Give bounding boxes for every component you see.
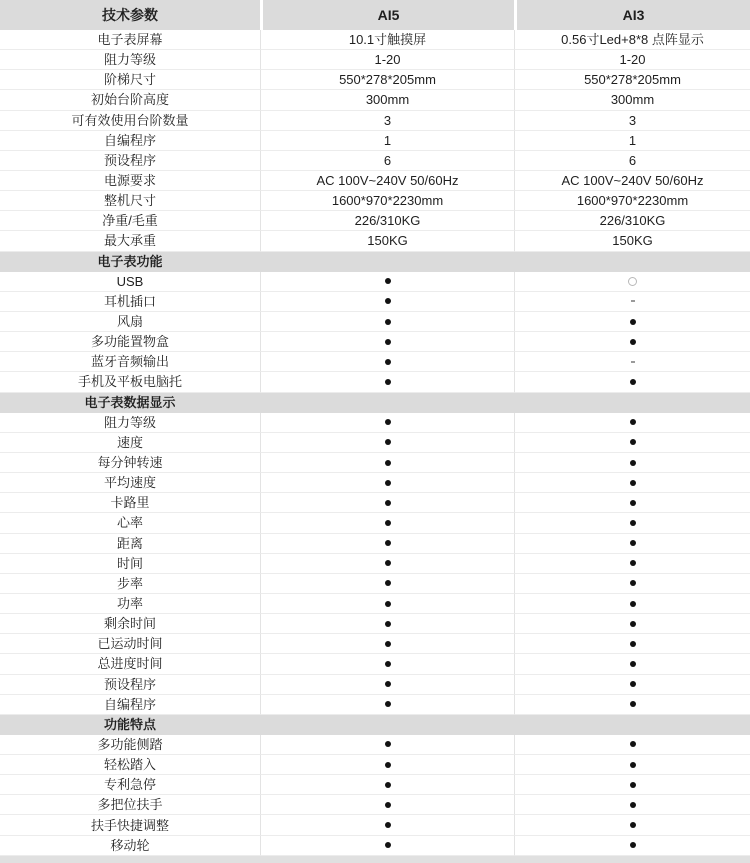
- column-header-ai5: AI5: [260, 0, 514, 30]
- row-label: 总进度时间: [0, 654, 260, 674]
- ai3-value-cell: [514, 695, 750, 715]
- row-label: 预设程序: [0, 151, 260, 171]
- filled-dot-icon: [630, 520, 636, 526]
- ai3-value-cell: [514, 332, 750, 352]
- filled-dot-icon: [385, 601, 391, 607]
- table-row: [0, 634, 750, 654]
- ai5-value-cell: [260, 836, 514, 856]
- ai5-value-cell: 226/310KG: [260, 211, 514, 231]
- filled-dot-icon: [385, 762, 391, 768]
- ai3-value-cell: [514, 272, 750, 292]
- dash-icon: [631, 361, 635, 363]
- filled-dot-icon: [630, 842, 636, 848]
- ai3-value-cell: [514, 755, 750, 775]
- ai3-value-cell: [514, 634, 750, 654]
- ai3-value-cell: [514, 735, 750, 755]
- ai3-value-cell: [514, 775, 750, 795]
- ai5-value-cell: [260, 614, 514, 634]
- filled-dot-icon: [385, 580, 391, 586]
- ai3-value-cell: [514, 352, 750, 372]
- section-title: 电子表数据显示: [84, 395, 176, 411]
- row-label: 预设程序: [0, 675, 260, 695]
- ai5-value-cell: [260, 292, 514, 312]
- row-label: 电源要求: [0, 171, 260, 191]
- table-row: [0, 372, 750, 392]
- ai3-value-cell: [514, 836, 750, 856]
- table-row: [0, 795, 750, 815]
- filled-dot-icon: [385, 480, 391, 486]
- filled-dot-icon: [630, 681, 636, 687]
- ai5-value-cell: 300mm: [260, 90, 514, 110]
- table-row: [0, 171, 750, 191]
- ai5-value-cell: [260, 413, 514, 433]
- ai5-value-cell: AC 100V~240V 50/60Hz: [260, 171, 514, 191]
- row-label: 自编程序: [0, 131, 260, 151]
- ai5-value-cell: [260, 332, 514, 352]
- row-label: 整机尺寸: [0, 191, 260, 211]
- table-row: [0, 292, 750, 312]
- ai5-value-cell: [260, 493, 514, 513]
- row-label: 风扇: [0, 312, 260, 332]
- table-row: [0, 191, 750, 211]
- table-row: [0, 836, 750, 856]
- table-row: [0, 594, 750, 614]
- filled-dot-icon: [630, 762, 636, 768]
- ai5-value-cell: 3: [260, 111, 514, 131]
- row-label: 阶梯尺寸: [0, 70, 260, 90]
- ai3-value-cell: [514, 292, 750, 312]
- row-label: 剩余时间: [0, 614, 260, 634]
- filled-dot-icon: [630, 419, 636, 425]
- row-label: 阻力等级: [0, 50, 260, 70]
- filled-dot-icon: [385, 278, 391, 284]
- ai3-value-cell: [514, 312, 750, 332]
- filled-dot-icon: [385, 661, 391, 667]
- ai5-value-cell: [260, 775, 514, 795]
- table-header-row: [0, 0, 750, 30]
- ai5-value-cell: [260, 695, 514, 715]
- ai5-value-cell: 150KG: [260, 231, 514, 251]
- ai3-value-cell: [514, 493, 750, 513]
- row-label: 卡路里: [0, 493, 260, 513]
- filled-dot-icon: [385, 439, 391, 445]
- dash-icon: [631, 300, 635, 302]
- table-row: [0, 735, 750, 755]
- table-row: [0, 554, 750, 574]
- ai3-value-cell: [514, 815, 750, 835]
- table-row: [0, 131, 750, 151]
- filled-dot-icon: [630, 822, 636, 828]
- ai3-value-cell: [514, 675, 750, 695]
- table-row: [0, 453, 750, 473]
- ai5-value-cell: 6: [260, 151, 514, 171]
- row-label: 平均速度: [0, 473, 260, 493]
- row-label: 心率: [0, 513, 260, 533]
- filled-dot-icon: [385, 641, 391, 647]
- table-row: [0, 111, 750, 131]
- ai3-value-cell: [514, 413, 750, 433]
- filled-dot-icon: [630, 741, 636, 747]
- table-row: [0, 272, 750, 292]
- section-title: 电子表功能: [97, 254, 163, 270]
- filled-dot-icon: [630, 439, 636, 445]
- filled-dot-icon: [630, 701, 636, 707]
- ai5-value-cell: 1600*970*2230mm: [260, 191, 514, 211]
- ai5-value-cell: [260, 715, 514, 735]
- filled-dot-icon: [385, 339, 391, 345]
- filled-dot-icon: [385, 540, 391, 546]
- ai5-value-cell: 1: [260, 131, 514, 151]
- table-row: [0, 211, 750, 231]
- ai3-value-cell: [514, 715, 750, 735]
- filled-dot-icon: [385, 319, 391, 325]
- section-header-row: [0, 393, 750, 413]
- ai5-value-cell: [260, 735, 514, 755]
- ai5-value-cell: [260, 372, 514, 392]
- filled-dot-icon: [630, 601, 636, 607]
- ai3-value-cell: 1: [514, 131, 750, 151]
- row-label: 已运动时间: [0, 634, 260, 654]
- row-label: 蓝牙音频输出: [0, 352, 260, 372]
- ai3-value-cell: 1600*970*2230mm: [514, 191, 750, 211]
- filled-dot-icon: [630, 661, 636, 667]
- row-label: 步率: [0, 574, 260, 594]
- ai3-value-cell: [514, 594, 750, 614]
- table-row: [0, 513, 750, 533]
- filled-dot-icon: [385, 560, 391, 566]
- ai3-value-cell: [514, 252, 750, 272]
- filled-dot-icon: [630, 480, 636, 486]
- ai5-value-cell: [260, 473, 514, 493]
- ai5-value-cell: [260, 393, 514, 413]
- filled-dot-icon: [385, 701, 391, 707]
- row-label: 时间: [0, 554, 260, 574]
- ai5-value-cell: [260, 352, 514, 372]
- row-label: 耳机插口: [0, 292, 260, 312]
- filled-dot-icon: [630, 379, 636, 385]
- ai5-value-cell: [260, 252, 514, 272]
- ai3-value-cell: [514, 614, 750, 634]
- filled-dot-icon: [385, 500, 391, 506]
- ai3-value-cell: [514, 453, 750, 473]
- ai5-value-cell: [260, 815, 514, 835]
- filled-dot-icon: [385, 298, 391, 304]
- ai3-value-cell: [514, 433, 750, 453]
- filled-dot-icon: [385, 520, 391, 526]
- row-label: 多功能侧踏: [0, 735, 260, 755]
- row-label: 距离: [0, 534, 260, 554]
- ai3-value-cell: AC 100V~240V 50/60Hz: [514, 171, 750, 191]
- filled-dot-icon: [630, 641, 636, 647]
- ai3-value-cell: 0.56寸Led+8*8 点阵显示: [514, 30, 750, 50]
- ai5-value-cell: [260, 272, 514, 292]
- row-label: 最大承重: [0, 231, 260, 251]
- filled-dot-icon: [385, 822, 391, 828]
- row-label: 多功能置物盒: [0, 332, 260, 352]
- filled-dot-icon: [630, 782, 636, 788]
- table-row: [0, 151, 750, 171]
- filled-dot-icon: [385, 681, 391, 687]
- filled-dot-icon: [385, 842, 391, 848]
- table-row: [0, 654, 750, 674]
- table-row: [0, 574, 750, 594]
- row-label: 电子表屏幕: [0, 30, 260, 50]
- ai5-value-cell: [260, 554, 514, 574]
- ai3-value-cell: 3: [514, 111, 750, 131]
- section-header-row: [0, 252, 750, 272]
- row-label: 移动轮: [0, 836, 260, 856]
- ai5-value-cell: [260, 594, 514, 614]
- table-row: [0, 433, 750, 453]
- ai3-value-cell: 300mm: [514, 90, 750, 110]
- table-row: [0, 312, 750, 332]
- ai5-value-cell: [260, 755, 514, 775]
- ai5-value-cell: [260, 654, 514, 674]
- table-row: [0, 614, 750, 634]
- column-header-ai3: AI3: [514, 0, 750, 30]
- row-label: 速度: [0, 433, 260, 453]
- filled-dot-icon: [385, 359, 391, 365]
- ai3-value-cell: 226/310KG: [514, 211, 750, 231]
- ai5-value-cell: [260, 574, 514, 594]
- table-row: [0, 695, 750, 715]
- ai3-value-cell: [514, 513, 750, 533]
- table-row: [0, 413, 750, 433]
- row-label: 每分钟转速: [0, 453, 260, 473]
- ai3-value-cell: 1-20: [514, 50, 750, 70]
- row-label: 专利急停: [0, 775, 260, 795]
- table-row: [0, 50, 750, 70]
- row-label: 自编程序: [0, 695, 260, 715]
- ai5-value-cell: [260, 513, 514, 533]
- ai3-value-cell: 6: [514, 151, 750, 171]
- filled-dot-icon: [385, 621, 391, 627]
- ai5-value-cell: 1-20: [260, 50, 514, 70]
- filled-dot-icon: [630, 339, 636, 345]
- row-label: 初始台阶高度: [0, 90, 260, 110]
- ai3-value-cell: [514, 393, 750, 413]
- table-row: [0, 352, 750, 372]
- ai3-value-cell: [514, 654, 750, 674]
- table-row: [0, 755, 750, 775]
- table-row: [0, 70, 750, 90]
- ai3-value-cell: 550*278*205mm: [514, 70, 750, 90]
- ai3-value-cell: [514, 473, 750, 493]
- filled-dot-icon: [630, 802, 636, 808]
- ai3-value-cell: [514, 534, 750, 554]
- filled-dot-icon: [385, 741, 391, 747]
- filled-dot-icon: [630, 460, 636, 466]
- row-label: USB: [0, 272, 260, 292]
- table-row: [0, 815, 750, 835]
- ai5-value-cell: [260, 634, 514, 654]
- ai5-value-cell: [260, 675, 514, 695]
- filled-dot-icon: [630, 621, 636, 627]
- table-row: [0, 675, 750, 695]
- ai3-value-cell: [514, 554, 750, 574]
- table-row: [0, 493, 750, 513]
- row-label: 可有效使用台阶数量: [0, 111, 260, 131]
- row-label: 净重/毛重: [0, 211, 260, 231]
- row-label: 轻松踏入: [0, 755, 260, 775]
- filled-dot-icon: [630, 540, 636, 546]
- table-footer-strip: [0, 856, 750, 863]
- ai3-value-cell: [514, 795, 750, 815]
- filled-dot-icon: [630, 500, 636, 506]
- filled-dot-icon: [630, 580, 636, 586]
- ai5-value-cell: 10.1寸触摸屏: [260, 30, 514, 50]
- filled-dot-icon: [630, 560, 636, 566]
- table-body: [0, 30, 750, 856]
- open-circle-icon: [628, 277, 637, 286]
- table-row: [0, 231, 750, 251]
- ai3-value-cell: [514, 372, 750, 392]
- table-row: [0, 775, 750, 795]
- section-title: 功能特点: [103, 717, 156, 733]
- table-row: [0, 332, 750, 352]
- filled-dot-icon: [630, 319, 636, 325]
- table-row: [0, 90, 750, 110]
- row-label: 手机及平板电脑托: [0, 372, 260, 392]
- table-row: [0, 534, 750, 554]
- ai5-value-cell: 550*278*205mm: [260, 70, 514, 90]
- section-header-row: [0, 715, 750, 735]
- filled-dot-icon: [385, 379, 391, 385]
- row-label: 功率: [0, 594, 260, 614]
- ai5-value-cell: [260, 433, 514, 453]
- filled-dot-icon: [385, 802, 391, 808]
- ai5-value-cell: [260, 795, 514, 815]
- ai5-value-cell: [260, 453, 514, 473]
- row-label: 扶手快捷调整: [0, 815, 260, 835]
- filled-dot-icon: [385, 419, 391, 425]
- row-label: 多把位扶手: [0, 795, 260, 815]
- column-header-params: 技术参数: [102, 7, 158, 23]
- table-row: [0, 473, 750, 493]
- table-row: [0, 30, 750, 50]
- ai5-value-cell: [260, 534, 514, 554]
- ai5-value-cell: [260, 312, 514, 332]
- ai3-value-cell: 150KG: [514, 231, 750, 251]
- filled-dot-icon: [385, 782, 391, 788]
- ai3-value-cell: [514, 574, 750, 594]
- filled-dot-icon: [385, 460, 391, 466]
- row-label: 阻力等级: [0, 413, 260, 433]
